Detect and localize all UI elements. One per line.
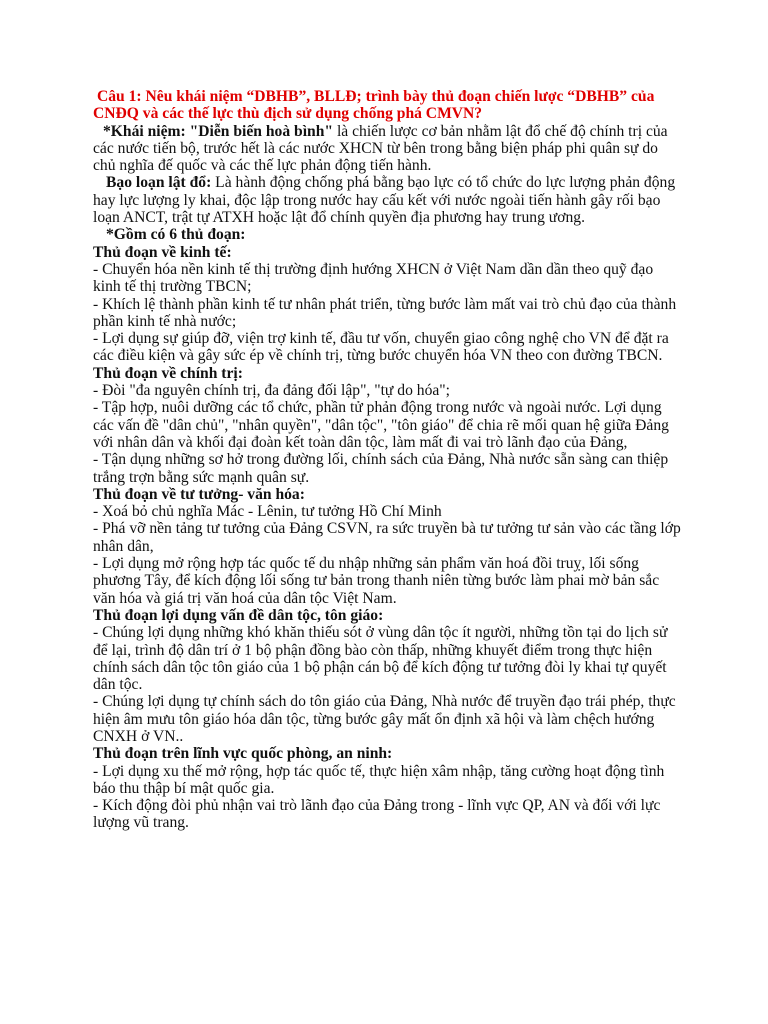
- list-item: - Tận dụng những sơ hở trong đường lối, chính sách của Đảng, Nhà nước sẵn sàng can thiệp trắng trợn bằng sức mạnh quân sự.: [93, 451, 669, 486]
- summary-heading: [93, 226, 683, 243]
- list-item: - Lợi dụng sự giúp đỡ, viện trợ kinh tế, đầu tư vốn, chuyển giao công nghệ cho VN để đặt ra các điều kiện và gây sức ép về chính trị, từng bước chuyển hóa VN theo con đường TBCN.: [93, 330, 669, 365]
- definition-dbhb: [93, 123, 683, 175]
- list-item: - Xoá bỏ chủ nghĩa Mác - Lênin, tư tưởng Hồ Chí Minh: [93, 503, 442, 521]
- section-heading-text: Thủ đoạn lợi dụng vấn đề dân tộc, tôn giáo:: [93, 606, 384, 624]
- definition-blld: [93, 174, 683, 226]
- list-item: - Đòi "đa nguyên chính trị, đa đảng đối lập", "tự do hóa";: [93, 382, 450, 400]
- list-item: - Lợi dụng xu thế mở rộng, hợp tác quốc tế, thực hiện xâm nhập, tăng cường hoạt động tình báo thu thập bí mật quốc gia.: [93, 762, 665, 797]
- section-heading-text: Thủ đoạn về tư tưởng- văn hóa:: [93, 485, 305, 503]
- definition-blld-text: Là hành động chống phá bằng bạo lực có tổ chức do lực lượng phản động hay lực lượng ly khai, độc lập trong nước hay cấu kết với nước ngoài tiến hành gây rối bạo loạn ANCT, trật tự ATXH hoặc lật đổ chính quyền địa phương hay trung ương.: [93, 174, 676, 227]
- section-heading-defense-security: [93, 745, 683, 762]
- definition-dbhb-label: *Khái niệm: "Diễn biến hoà bình": [103, 122, 334, 140]
- section-heading-economy: [93, 244, 683, 261]
- list-item: - Tập hợp, nuôi dưỡng các tổ chức, phần tử phản động trong nước và ngoài nước. Lợi dụng các vấn đề "dân chủ", "nhân quyền", "dân tộc", "tôn giáo" để chia rẽ mối quan hệ giữa Đảng với nhân dân và khối đại đoàn kết toàn dân tộc, làm mất đi vai trò lãnh đạo của Đảng,: [93, 399, 669, 451]
- list-item: - Kích động đòi phủ nhận vai trò lãnh đạo của Đảng trong - lĩnh vực QP, AN và đối với lực lượng vũ trang.: [93, 797, 661, 832]
- list-item: - Chuyển hóa nền kinh tế thị trường định hướng XHCN ở Việt Nam dần dần theo quỹ đạo kinh tế thị trường TBCN;: [93, 260, 654, 296]
- list-item: - Lợi dụng mở rộng hợp tác quốc tế du nhập những sản phẩm văn hoá đồi truỵ, lối sống phương Tây, để kích động lối sống tư bản trong thanh niên từng bước làm phai mờ bản sắc văn hóa và giá trị văn hoá của dân tộc Việt Nam.: [93, 555, 660, 607]
- summary-heading-text: *Gồm có 6 thủ đoạn:: [106, 226, 246, 244]
- section-heading-text: Thủ đoạn về chính trị:: [93, 364, 243, 382]
- section-heading-ethnicity-religion: [93, 607, 683, 624]
- section-heading-ideology-culture: [93, 486, 683, 503]
- section-heading-text: Thủ đoạn trên lĩnh vực quốc phòng, an ninh:: [93, 745, 393, 763]
- definition-dbhb-text: là chiến lược cơ bản nhằm lật đổ chế độ chính trị của các nước tiến bộ, trước hết là các nước XHCN từ bên trong bằng biện pháp phi quân sự do chủ nghĩa đế quốc và các thế lực phản động tiến hành.: [93, 122, 668, 175]
- list-item: - Chúng lợi dụng tự chính sách do tôn giáo của Đảng, Nhà nước để truyền đạo trái phép, thực hiện âm mưu tôn giáo hóa dân tộc, từng bước gây mất ổn định xã hội và làm chệch hướng CNXH ở VN..: [93, 693, 676, 745]
- list-item: - Phá vỡ nền tảng tư tưởng của Đảng CSVN, ra sức truyền bà tư tưởng tư sản vào các tầng lớp nhân dân,: [93, 520, 681, 555]
- section-heading-text: Thủ đoạn về kinh tế:: [93, 243, 232, 261]
- document-page: [93, 88, 683, 832]
- question-title: Câu 1: Nêu khái niệm “DBHB”, BLLĐ; trình bày thủ đoạn chiến lược “DBHB” của CNĐQ và các thế lực thù địch sử dụng chống phá CMVN?: [93, 88, 655, 123]
- list-item: - Khích lệ thành phần kinh tế tư nhân phát triển, từng bước làm mất vai trò chủ đạo của thành phần kinh tế nhà nước;: [93, 295, 677, 330]
- section-heading-politics: [93, 365, 683, 382]
- list-item: - Chúng lợi dụng những khó khăn thiếu sót ở vùng dân tộc ít người, những tồn tại do lịch sử để lại, trình độ dân trí ở 1 bộ phận đồng bào còn thấp, những khuyết điểm trong thực hiện chính sách dân tộc tôn giáo của 1 bộ phận cán bộ để kích động tư tưởng đòi ly khai tự quyết dân tộc.: [93, 624, 668, 694]
- definition-blld-label: Bạo loạn lật đổ:: [106, 174, 212, 192]
